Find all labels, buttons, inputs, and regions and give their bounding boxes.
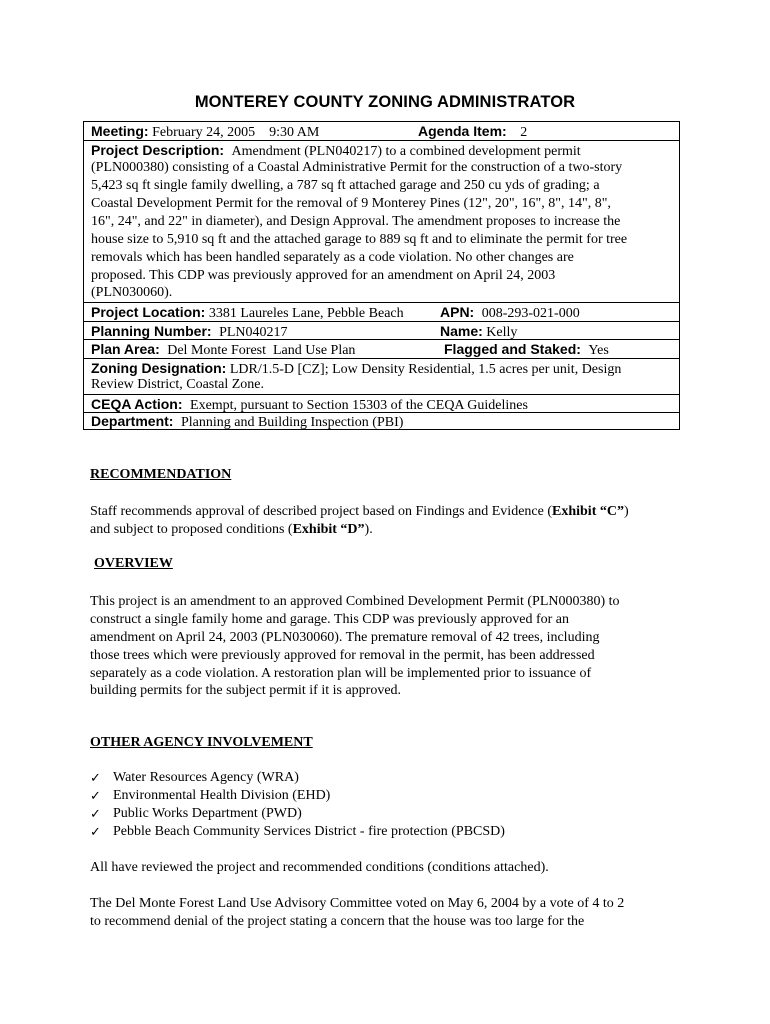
description-row (84, 141, 679, 303)
apn-value: 008-293-021-000 (481, 306, 580, 321)
overview-line: amendment on April 24, 2003 (PLN030060). The premature removal of 42 trees, including (90, 630, 600, 645)
document-title: MONTEREY COUNTY ZONING ADMINISTRATOR (194, 93, 576, 111)
checkmark-icon: ✓ (90, 789, 101, 804)
exhibit-d-ref: Exhibit “D” (292, 522, 365, 537)
committee-line: to recommend denial of the project stating a concern that the house was too large for the (90, 914, 585, 929)
description-line: removals which has been handled separately as a code violation. No other changes are (91, 250, 574, 265)
description-line: 16", 24", and 22" in diameter), and Design Approval. The amendment proposes to increase the (91, 214, 621, 229)
ceqa-row (84, 395, 679, 413)
recommendation-text-part: ). (364, 522, 373, 537)
planning-label: Planning Number: (91, 323, 212, 339)
meeting-label: Meeting: (91, 123, 149, 139)
agency-item: Environmental Health Division (EHD) (113, 788, 331, 803)
plan-area-value: Del Monte Forest Land Use Plan (167, 343, 356, 358)
zoning-label: Zoning Designation: (91, 360, 227, 376)
recommendation-heading: RECOMMENDATION (90, 467, 232, 482)
agency-item: Pebble Beach Community Services District - fire protection (PBCSD) (113, 824, 505, 839)
project-info-table (83, 121, 680, 430)
checkmark-icon: ✓ (90, 771, 101, 786)
exhibit-c-ref: Exhibit “C” (552, 504, 624, 519)
recommendation-text-part: Staff recommends approval of described project based on Findings and Evidence ( (90, 504, 552, 519)
description-line: proposed. This CDP was previously approved for an amendment on April 24, 2003 (91, 268, 556, 283)
department-label: Department: (91, 413, 174, 429)
ceqa-value: Exempt, pursuant to Section 15303 of the CEQA Guidelines (190, 398, 528, 413)
meeting-value: February 24, 2005 9:30 AM (152, 125, 320, 140)
checkmark-icon: ✓ (90, 825, 101, 840)
plan-area-row (84, 340, 679, 359)
department-row (84, 413, 679, 430)
department-value: Planning and Building Inspection (PBI) (180, 415, 404, 430)
overview-heading: OVERVIEW (94, 556, 173, 571)
location-row (84, 303, 679, 322)
name-label: Name: (440, 323, 483, 339)
ceqa-label: CEQA Action: (91, 396, 183, 412)
agenda-label: Agenda Item: (418, 123, 507, 139)
location-label: Project Location: (91, 304, 206, 320)
location-value: 3381 Laureles Lane, Pebble Beach (208, 306, 404, 321)
overview-line: This project is an amendment to an approved Combined Development Permit (PLN000380) to (90, 594, 620, 609)
description-label: Project Description: (91, 142, 225, 158)
overview-line: building permits for the subject permit if it is approved. (90, 683, 402, 698)
overview-line: separately as a code violation. A restoration plan will be implemented prior to issuance of (90, 666, 592, 681)
apn-label: APN: (440, 304, 475, 320)
meeting-row (84, 122, 679, 141)
description-line: 5,423 sq ft single family dwelling, a 787 sq ft attached garage and 250 cu yds of grading; a (91, 178, 600, 193)
flagged-label: Flagged and Staked: (444, 341, 581, 357)
agency-heading: OTHER AGENCY INVOLVEMENT (90, 735, 313, 750)
recommendation-text (90, 503, 629, 522)
plan-area-label: Plan Area: (91, 341, 160, 357)
checkmark-icon: ✓ (90, 807, 101, 822)
recommendation-text (90, 521, 373, 540)
planning-value: PLN040217 (219, 325, 288, 340)
overview-line: construct a single family home and garage. This CDP was previously approved for an (90, 612, 569, 627)
flagged-value: Yes (588, 343, 609, 358)
zoning-value-cont: Review District, Coastal Zone. (91, 377, 265, 392)
description-line: house size to 5,910 sq ft and the attached garage to 889 sq ft and to eliminate the permit for tree (91, 232, 628, 247)
overview-line: those trees which were previously approved for removal in the permit, has been addressed (90, 648, 595, 663)
recommendation-text-part: ) (623, 504, 629, 519)
description-line: (PLN030060). (91, 285, 173, 300)
description-line: (PLN000380) consisting of a Coastal Administrative Permit for the construction of a two-story (91, 160, 623, 175)
agenda-value: 2 (520, 125, 528, 140)
zoning-row (84, 359, 679, 395)
committee-line: The Del Monte Forest Land Use Advisory Committee voted on May 6, 2004 by a vote of 4 to 2 (90, 896, 625, 911)
planning-row (84, 322, 679, 340)
description-line: Amendment (PLN040217) to a combined development permit (231, 144, 581, 159)
zoning-value: LDR/1.5-D [CZ]; Low Density Residential, 1.5 acres per unit, Design (229, 362, 622, 377)
description-line: Coastal Development Permit for the removal of 9 Monterey Pines (12", 20", 16", 8", 14", 8", (91, 196, 611, 211)
name-value: Kelly (486, 325, 518, 340)
agency-item: Public Works Department (PWD) (113, 806, 302, 821)
agency-item: Water Resources Agency (WRA) (113, 770, 299, 785)
reviewed-text: All have reviewed the project and recommended conditions (conditions attached). (90, 860, 549, 875)
recommendation-text-part: and subject to proposed conditions ( (90, 522, 293, 537)
